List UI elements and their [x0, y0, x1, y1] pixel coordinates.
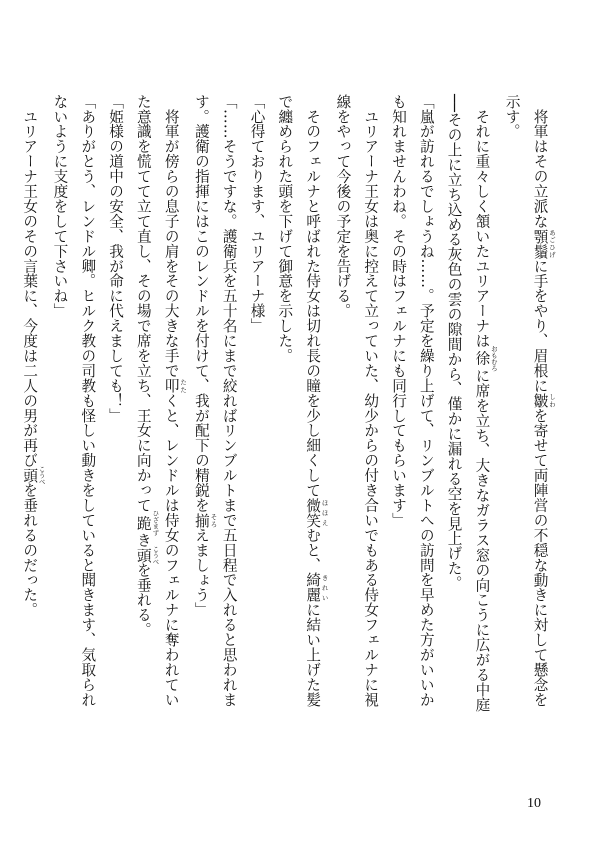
paragraph: それに重々しく頷いたユリアーナは徐 おもむろに席を立ち、大きなガラス窓の向こうに広がる中庭──その上に立ち込める灰色の雲の隙間から、僅かに漏れる空を見上げた。: [445, 94, 498, 712]
paragraph: ユリアーナ王女のその言葉に、今度は二人の男が再び頭 こうべを垂れるのだった。: [21, 94, 46, 618]
ruby-annotation: 叩 たた: [162, 378, 188, 394]
paragraph: そのフェルナと呼ばれた侍女は切れ長の瞳を少し細くして微笑 ほほえむと、綺麗 きれいに結い上げた髪で纏められた頭を下げて御意を示した。: [276, 94, 329, 707]
paragraph: 「心得ております、ユリアーナ様」: [248, 94, 266, 334]
ruby-annotation: 綺麗 きれい: [304, 572, 329, 603]
ruby-annotation: 頭 こうべ: [21, 465, 46, 485]
ruby-annotation: 揃 そろ: [192, 512, 218, 528]
ruby-annotation: 徐 おもむろ: [473, 345, 498, 372]
ruby-annotation: 皺 しわ: [531, 393, 556, 408]
ruby-annotation: 微笑 ほほえ: [304, 497, 329, 528]
vertical-text-body: [21, 94, 556, 714]
paragraph: 将軍はその立派な顎鬚 あごひげに手をやり、眉根に皺 しわを寄せて両陣営の不穏な動きに対して懸念を示す。: [503, 94, 556, 707]
page-number: 10: [527, 796, 541, 811]
ruby-annotation: 顎鬚 あごひげ: [531, 228, 556, 259]
paragraph: ユリアーナ王女は奥に控えて立っていた、幼少からの付き合いでもある侍女フェルナに視線をやって今後の予定を告げる。: [334, 94, 380, 707]
paragraph: 「嵐が訪れるでしょうね……。予定を繰り上げて、リンブルトへの訪問を早めた方がいいかも知れませんわね。その時はフェルナにも同行してもらいます」: [390, 94, 435, 707]
paragraph: 「ありがとう、レンドル卿。ヒルク教の司教も怪しい動きをしていると聞きます、気取られないように支度をして下さいね」: [51, 94, 97, 707]
ruby-annotation: 頭 こうべ: [134, 545, 160, 565]
paragraph: 将軍が傍らの息子の肩をその大きな手で叩 たたくと、レンドルは侍女のフェルナに奪われていた意識を慌てて立て直し、その場で席を立ち、王女に向かって跪 ひざまずき頭 こうべを垂れる。: [134, 94, 188, 707]
paragraph: 「姫様の道中の安全、我が命に代えましても！」: [107, 94, 125, 423]
paragraph: 「……そうですな。護衛兵を五十名にまで絞ればリンブルトまで五日程で入れると思われます。護衛の指揮にはこのレンドルを付けて、我が配下の精鋭を揃 そろえましょう」: [192, 94, 238, 707]
ruby-annotation: 跪 ひざまず: [134, 509, 160, 536]
